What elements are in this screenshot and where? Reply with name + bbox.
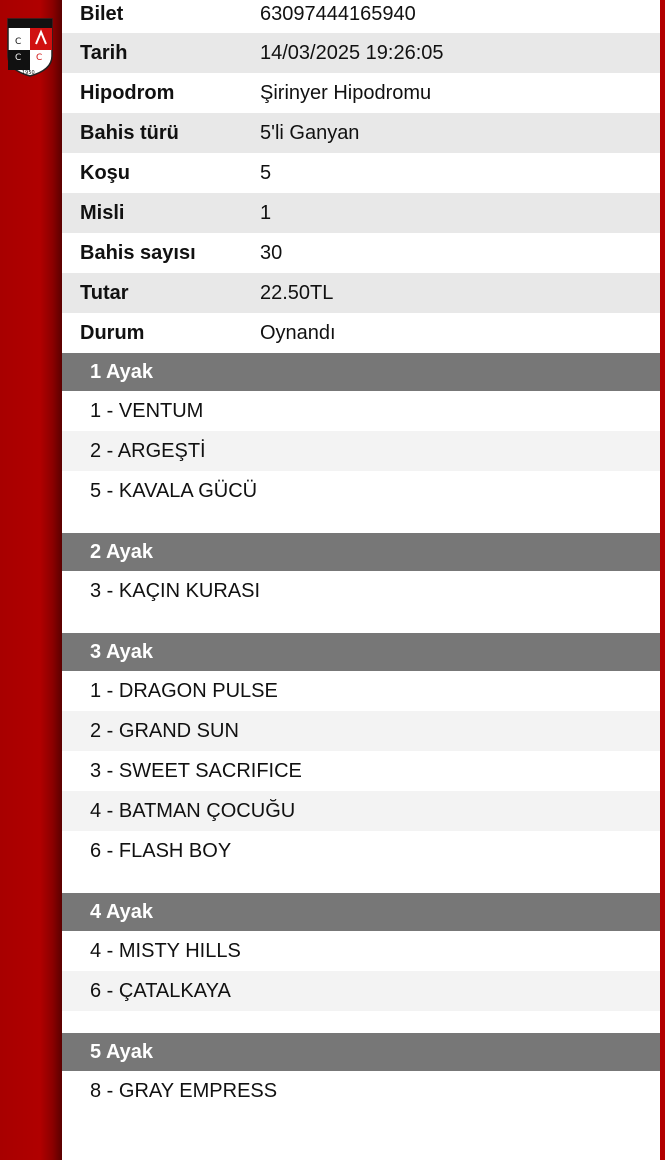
info-label: Tutar xyxy=(80,281,129,304)
right-brand-strip xyxy=(660,0,665,1160)
svg-text:C: C xyxy=(15,37,22,47)
info-row-misli xyxy=(62,193,660,233)
info-label: Misli xyxy=(80,201,125,224)
leg-header: 4 Ayak xyxy=(62,893,660,931)
info-row-bahis-sayisi xyxy=(62,233,660,273)
leg-section-5 xyxy=(62,1033,660,1111)
info-value: Şirinyer Hipodromu xyxy=(260,81,432,104)
horse-row: 2 - ARGEŞTİ xyxy=(62,431,660,471)
ticket-detail xyxy=(62,0,660,1160)
info-label: Hipodrom xyxy=(80,81,175,104)
svg-text:C: C xyxy=(15,53,22,63)
horse-row: 5 - KAVALA GÜCÜ xyxy=(62,471,660,511)
info-label: Bahis türü xyxy=(80,121,179,144)
info-value: 5'li Ganyan xyxy=(260,121,360,144)
leg-header: 2 Ayak xyxy=(62,533,660,571)
horse-row: 3 - KAÇIN KURASI xyxy=(62,571,660,611)
section-spacer xyxy=(62,611,660,633)
leg-section-1 xyxy=(62,353,660,533)
leg-section-4 xyxy=(62,893,660,1033)
info-value: 63097444165940 xyxy=(260,3,416,25)
horse-row: 3 - SWEET SACRIFICE xyxy=(62,751,660,791)
leg-section-2 xyxy=(62,533,660,633)
info-value: 30 xyxy=(260,241,283,264)
info-row-tarih xyxy=(62,33,660,73)
info-row-kosu xyxy=(62,153,660,193)
horse-row: 6 - FLASH BOY xyxy=(62,831,660,871)
info-row-durum xyxy=(62,313,660,353)
info-row-bilet xyxy=(62,0,660,33)
logo-year: 1950 xyxy=(22,70,35,76)
horse-row: 8 - GRAY EMPRESS xyxy=(62,1071,660,1111)
svg-text:C: C xyxy=(36,53,43,63)
ticket-info-table xyxy=(62,0,660,353)
info-label: Durum xyxy=(80,321,145,344)
horse-row: 1 - VENTUM xyxy=(62,391,660,431)
info-value: Oynandı xyxy=(260,321,336,344)
info-value: 5 xyxy=(260,161,272,184)
info-label: Bahis sayısı xyxy=(80,241,196,264)
leg-header: 5 Ayak xyxy=(62,1033,660,1071)
info-row-tutar xyxy=(62,273,660,313)
leg-header: 3 Ayak xyxy=(62,633,660,671)
section-spacer xyxy=(62,871,660,893)
club-crest-icon xyxy=(5,16,55,78)
section-spacer xyxy=(62,1011,660,1033)
info-row-bahis-turu xyxy=(62,113,660,153)
horse-row: 4 - BATMAN ÇOCUĞU xyxy=(62,791,660,831)
section-spacer xyxy=(62,511,660,533)
left-brand-strip xyxy=(0,0,62,1160)
leg-header: 1 Ayak xyxy=(62,353,660,391)
horse-row: 1 - DRAGON PULSE xyxy=(62,671,660,711)
info-label: Bilet xyxy=(80,3,124,25)
info-value: 22.50TL xyxy=(260,281,334,304)
info-label: Tarih xyxy=(80,41,128,64)
info-label: Koşu xyxy=(80,161,130,184)
horse-row: 4 - MISTY HILLS xyxy=(62,931,660,971)
leg-section-3 xyxy=(62,633,660,893)
info-value: 14/03/2025 19:26:05 xyxy=(260,41,444,64)
info-value: 1 xyxy=(260,201,272,224)
info-row-hipodrom xyxy=(62,73,660,113)
horse-row: 2 - GRAND SUN xyxy=(62,711,660,751)
horse-row: 6 - ÇATALKAYA xyxy=(62,971,660,1011)
